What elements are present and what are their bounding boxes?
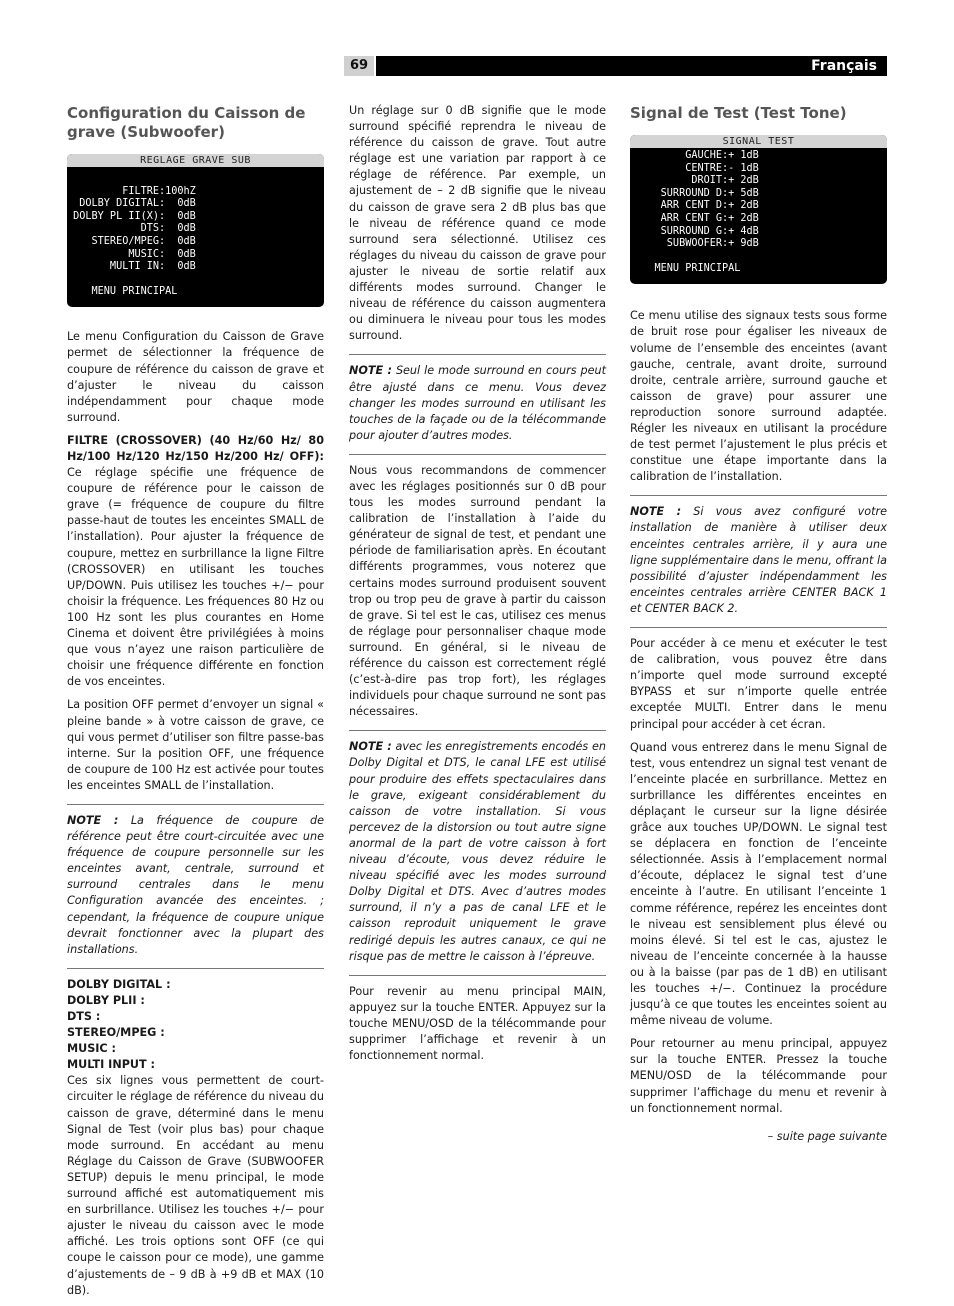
mode-list-item: DTS :	[67, 1010, 101, 1023]
column-left	[67, 104, 324, 1306]
divider	[67, 804, 324, 805]
mode-list-item: MUSIC :	[67, 1042, 117, 1056]
note-label: NOTE :	[349, 364, 392, 378]
paragraph: Pour revenir au menu principal MAIN, appuyez sur la touche ENTER. Appuyez sur la touche MENU/OSD de la télécommande pour supprimer l’affichage et revenir à un fonctionnement normal.	[349, 984, 606, 1063]
mode-list-item: DOLBY DIGITAL :	[67, 977, 171, 991]
column-middle	[349, 103, 606, 1071]
section-heading-test-tone: Signal de Test (Test Tone)	[630, 104, 847, 122]
osd-menu-principal: MENU PRINCIPAL	[630, 262, 741, 274]
osd-line: DTS: 0dB	[67, 223, 196, 235]
continued-note: – suite page suivante	[767, 1129, 887, 1143]
osd-line: DROIT:+ 2dB	[630, 175, 759, 187]
note-label: NOTE :	[630, 505, 682, 519]
note	[349, 363, 606, 443]
divider	[630, 627, 887, 628]
osd-line: ARR CENT G:+ 2dB	[630, 212, 759, 224]
mode-list	[67, 977, 324, 1074]
osd-lines	[67, 167, 324, 307]
osd-line: FILTRE:100hZ	[67, 185, 196, 197]
osd-line: DOLBY PL II(X): 0dB	[67, 210, 196, 222]
divider	[67, 968, 324, 969]
note-label: NOTE :	[67, 813, 119, 827]
paragraph: Un réglage sur 0 dB signifie que le mode surround spécifié reprendra le niveau de référence du caisson de grave. Tout autre réglage est une variation par rapport à ce réglage de référence. Par exemple, un ajustement de – 2 dB signifie que le niveau du caisson de grave sera 2 dB plus bas que le niveau de référence quand ce mode surround sera sélectionné. Utilisez ces réglages du niveau du caisson de grave pour ajuster le niveau de sortie relatif aux différents modes surround. Changer le niveau de référence du caisson augmentera ou diminuera le niveau pour tous les modes surround.	[349, 104, 606, 343]
paragraph: Ce menu utilise des signaux tests sous forme de bruit rose pour égaliser les niveaux de volume de l’ensemble des enceintes (avant gauche, centrale, avant droite, surround droite, centrale arrière, surround gauche et caisson de grave) pour assurer une reproduction sonore surround adaptée. Régler les niveaux en utilisant la procédure de test permet l’ajustement le plus précis et constitue une étape importante dans la calibration de l’installation.	[630, 309, 887, 484]
page-number: 69	[344, 56, 374, 76]
osd-title: REGLAGE GRAVE SUB	[67, 154, 324, 167]
paragraph: Le menu Configuration du Caisson de Grave permet de sélectionner la fréquence de coupure de référence du caisson de grave et d’ajuster le niveau du caisson indépendamment pour chaque mode surround.	[67, 330, 324, 424]
note-text: avec les enregistrements encodés en Dolby Digital et DTS, le canal LFE est utilisé pour produire des effets spectaculaires dans le grave, exigeant considérablement du caisson de votre installation. Si vous percevez de la distorsion ou tout autre signe anormal de la part de votre caisson à fort niveau d’écoute, vous devez réduire le niveau spécifié avec les modes surround Dolby Digital et DTS. Avec d’autres modes surround, il n’y a pas de canal LFE et le caisson reproduit uniquement le grave redirigé depuis les autres canaux, ce qui ne risque pas de mettre le caisson à l’épreuve.	[349, 740, 606, 963]
paragraph: Ces six lignes vous permettent de court-circuiter le réglage de référence du niveau du caisson de grave, déterminé dans le menu Signal de Test (voir plus bas) pour chaque mode surround. En accédant au menu Réglage du Caisson de Grave (SUBWOOFER SETUP) depuis le menu principal, le mode surround affiché est automatiquement mis en surbrillance. Utilisez les touches +/− pour ajuster le niveau du caisson avec le mode affiché. Les trois options sont OFF (ce qui coupe le caisson pour ce mode), une gamme d’ajustements de – 9 dB à +9 dB et MAX (10 dB).	[67, 1074, 324, 1297]
note	[67, 813, 324, 958]
osd-line: STEREO/MPEG: 0dB	[67, 235, 196, 247]
paragraph: Nous vous recommandons de commencer avec les réglages positionnés sur 0 dB pour tous les modes surround pendant la calibration de l’installation à l’aide du générateur de signal de test, et pendant une période de familiarisation après. En écoutant différents programmes, vous noterez que certains modes surround produisent souvent trop ou trop peu de grave à partir du caisson de grave. Si tel est le cas, utilisez ces menus de réglage pour personnaliser chaque mode surround. En général, si le niveau de référence du caisson est correctement réglé (c’est-à-dire pas trop fort), les réglages individuels pour chaque surround ne sont pas nécessaires.	[349, 463, 606, 719]
crossover-text: Ce réglage spécifie une fréquence de coupure de référence pour le caisson de grave (= fréquence de coupure du filtre passe-haut de toutes les enceintes SMALL de l’installation). Pour ajuster la fréquence de coupure, mettez en surbrillance la ligne Filtre (CROSSOVER) en utilisant les touches UP/DOWN. Puis utilisez les touches +/− pour choisir la fréquence. Les fréquences 80 Hz ou 100 Hz sont les plus courantes en Home Cinema et doivent être privilégiées à moins que vous n’ayez une raison particulière de choisir une fréquence différente en fonction de vos enceintes.	[67, 466, 324, 689]
note	[349, 739, 606, 964]
osd-line: CENTRE:- 1dB	[630, 162, 759, 174]
osd-test-tone-screen	[630, 135, 887, 284]
osd-line: MUSIC: 0dB	[67, 248, 196, 260]
note	[630, 504, 887, 617]
note-text: Si vous avez configuré votre installation de manière à utiliser deux enceintes centrales arrière, il y aura une ligne supplémentaire dans le menu, offrant la possibilité d’ajuster indépendamment les enceintes centrales arrière CENTER BACK 1 et CENTER BACK 2.	[630, 505, 887, 615]
osd-line: MULTI IN: 0dB	[67, 261, 196, 273]
osd-line: SUBWOOFER:+ 9dB	[630, 238, 759, 250]
mode-list-item: STEREO/MPEG :	[67, 1026, 165, 1040]
paragraph: Pour accéder à ce menu et exécuter le test de calibration, vous pouvez être dans n’importe quel mode surround excepté BYPASS et sur n’importe quelle entrée exceptée MULTI. Entrer dans le menu principal pour accéder à cet écran.	[630, 637, 887, 731]
divider	[630, 495, 887, 496]
osd-line: ARR CENT D:+ 2dB	[630, 200, 759, 212]
osd-menu-principal: MENU PRINCIPAL	[67, 285, 178, 297]
language-header: Français	[376, 56, 887, 76]
note-text: La fréquence de coupure de référence peut être court-circuitée avec une fréquence de coupure personnelle sur les enceintes avant, centrale, surround et surround centrales dans le menu Configuration avancée des enceintes. ; cependant, la fréquence de coupure unique devrait fonctionner avec la plupart des installations.	[67, 813, 324, 956]
osd-line	[67, 173, 324, 186]
mode-list-item: DOLBY PLII :	[67, 993, 145, 1007]
paragraph: Quand vous entrerez dans le menu Signal de test, vous entendrez un signal test venant de l’enceinte placée en surbrillance. Mettez en surbrillance les différentes enceintes en déplaçant le curseur sur la ligne désirée grâce aux touches UP/DOWN. Le signal test se déplacera en fonction de l’enceinte sélectionnée. Assis à l’emplacement normal d’écoute, déplacez le signal test d’une enceinte à l’autre. En utilisant l’enceinte 1 comme référence, repérez les enceintes dont le niveau est sensiblement plus élevé ou moins élevé. Si tel est le cas, ajustez le niveau de l’enceinte concernée à la hausse ou à la baisse (par pas de 1 dB) en utilisant les touches +/−. Continuez la procédure jusqu’à ce que toutes les enceintes soient au même niveau de volume.	[630, 740, 887, 1028]
divider	[349, 354, 606, 355]
paragraph: Pour retourner au menu principal, appuyez sur la touche ENTER. Pressez la touche MENU/OSD de la télécommande pour supprimer l’affichage du menu et revenir à un fonctionnement normal.	[630, 1037, 887, 1115]
osd-lines	[630, 148, 887, 284]
paragraph-crossover	[67, 433, 324, 691]
osd-line: SURROUND D:+ 5dB	[630, 187, 759, 199]
osd-title: SIGNAL TEST	[630, 135, 887, 148]
osd-line: DOLBY DIGITAL: 0dB	[67, 198, 196, 210]
paragraph: La position OFF permet d’envoyer un signal « pleine bande » à votre caisson de grave, ce qui vous permet d’utiliser son filtre passe-bas interne. Sur la position OFF, une fréquence de coupure de 100 Hz est activée pour toutes les enceintes SMALL de l’installation.	[67, 698, 324, 792]
crossover-label: FILTRE (CROSSOVER) (40 Hz/60 Hz/ 80 Hz/100 Hz/120 Hz/150 Hz/200 Hz/ OFF):	[67, 433, 324, 463]
note-label: NOTE :	[349, 740, 392, 754]
divider	[349, 730, 606, 731]
divider	[349, 454, 606, 455]
osd-subwoofer-screen	[67, 154, 324, 307]
column-right	[630, 104, 887, 1152]
note-text: Seul le mode surround en cours peut être ajusté dans ce menu. Vous devez changer les modes surround en utilisant les touches de la façade ou de la télécommande pour ajouter d’autres modes.	[349, 364, 606, 442]
osd-line: GAUCHE:+ 1dB	[630, 150, 759, 161]
osd-line: SURROUND G:+ 4dB	[630, 225, 759, 237]
mode-list-item: MULTI INPUT :	[67, 1058, 155, 1072]
divider	[349, 975, 606, 976]
section-heading-subwoofer: Configuration du Caisson de grave (Subwoofer)	[67, 104, 306, 141]
